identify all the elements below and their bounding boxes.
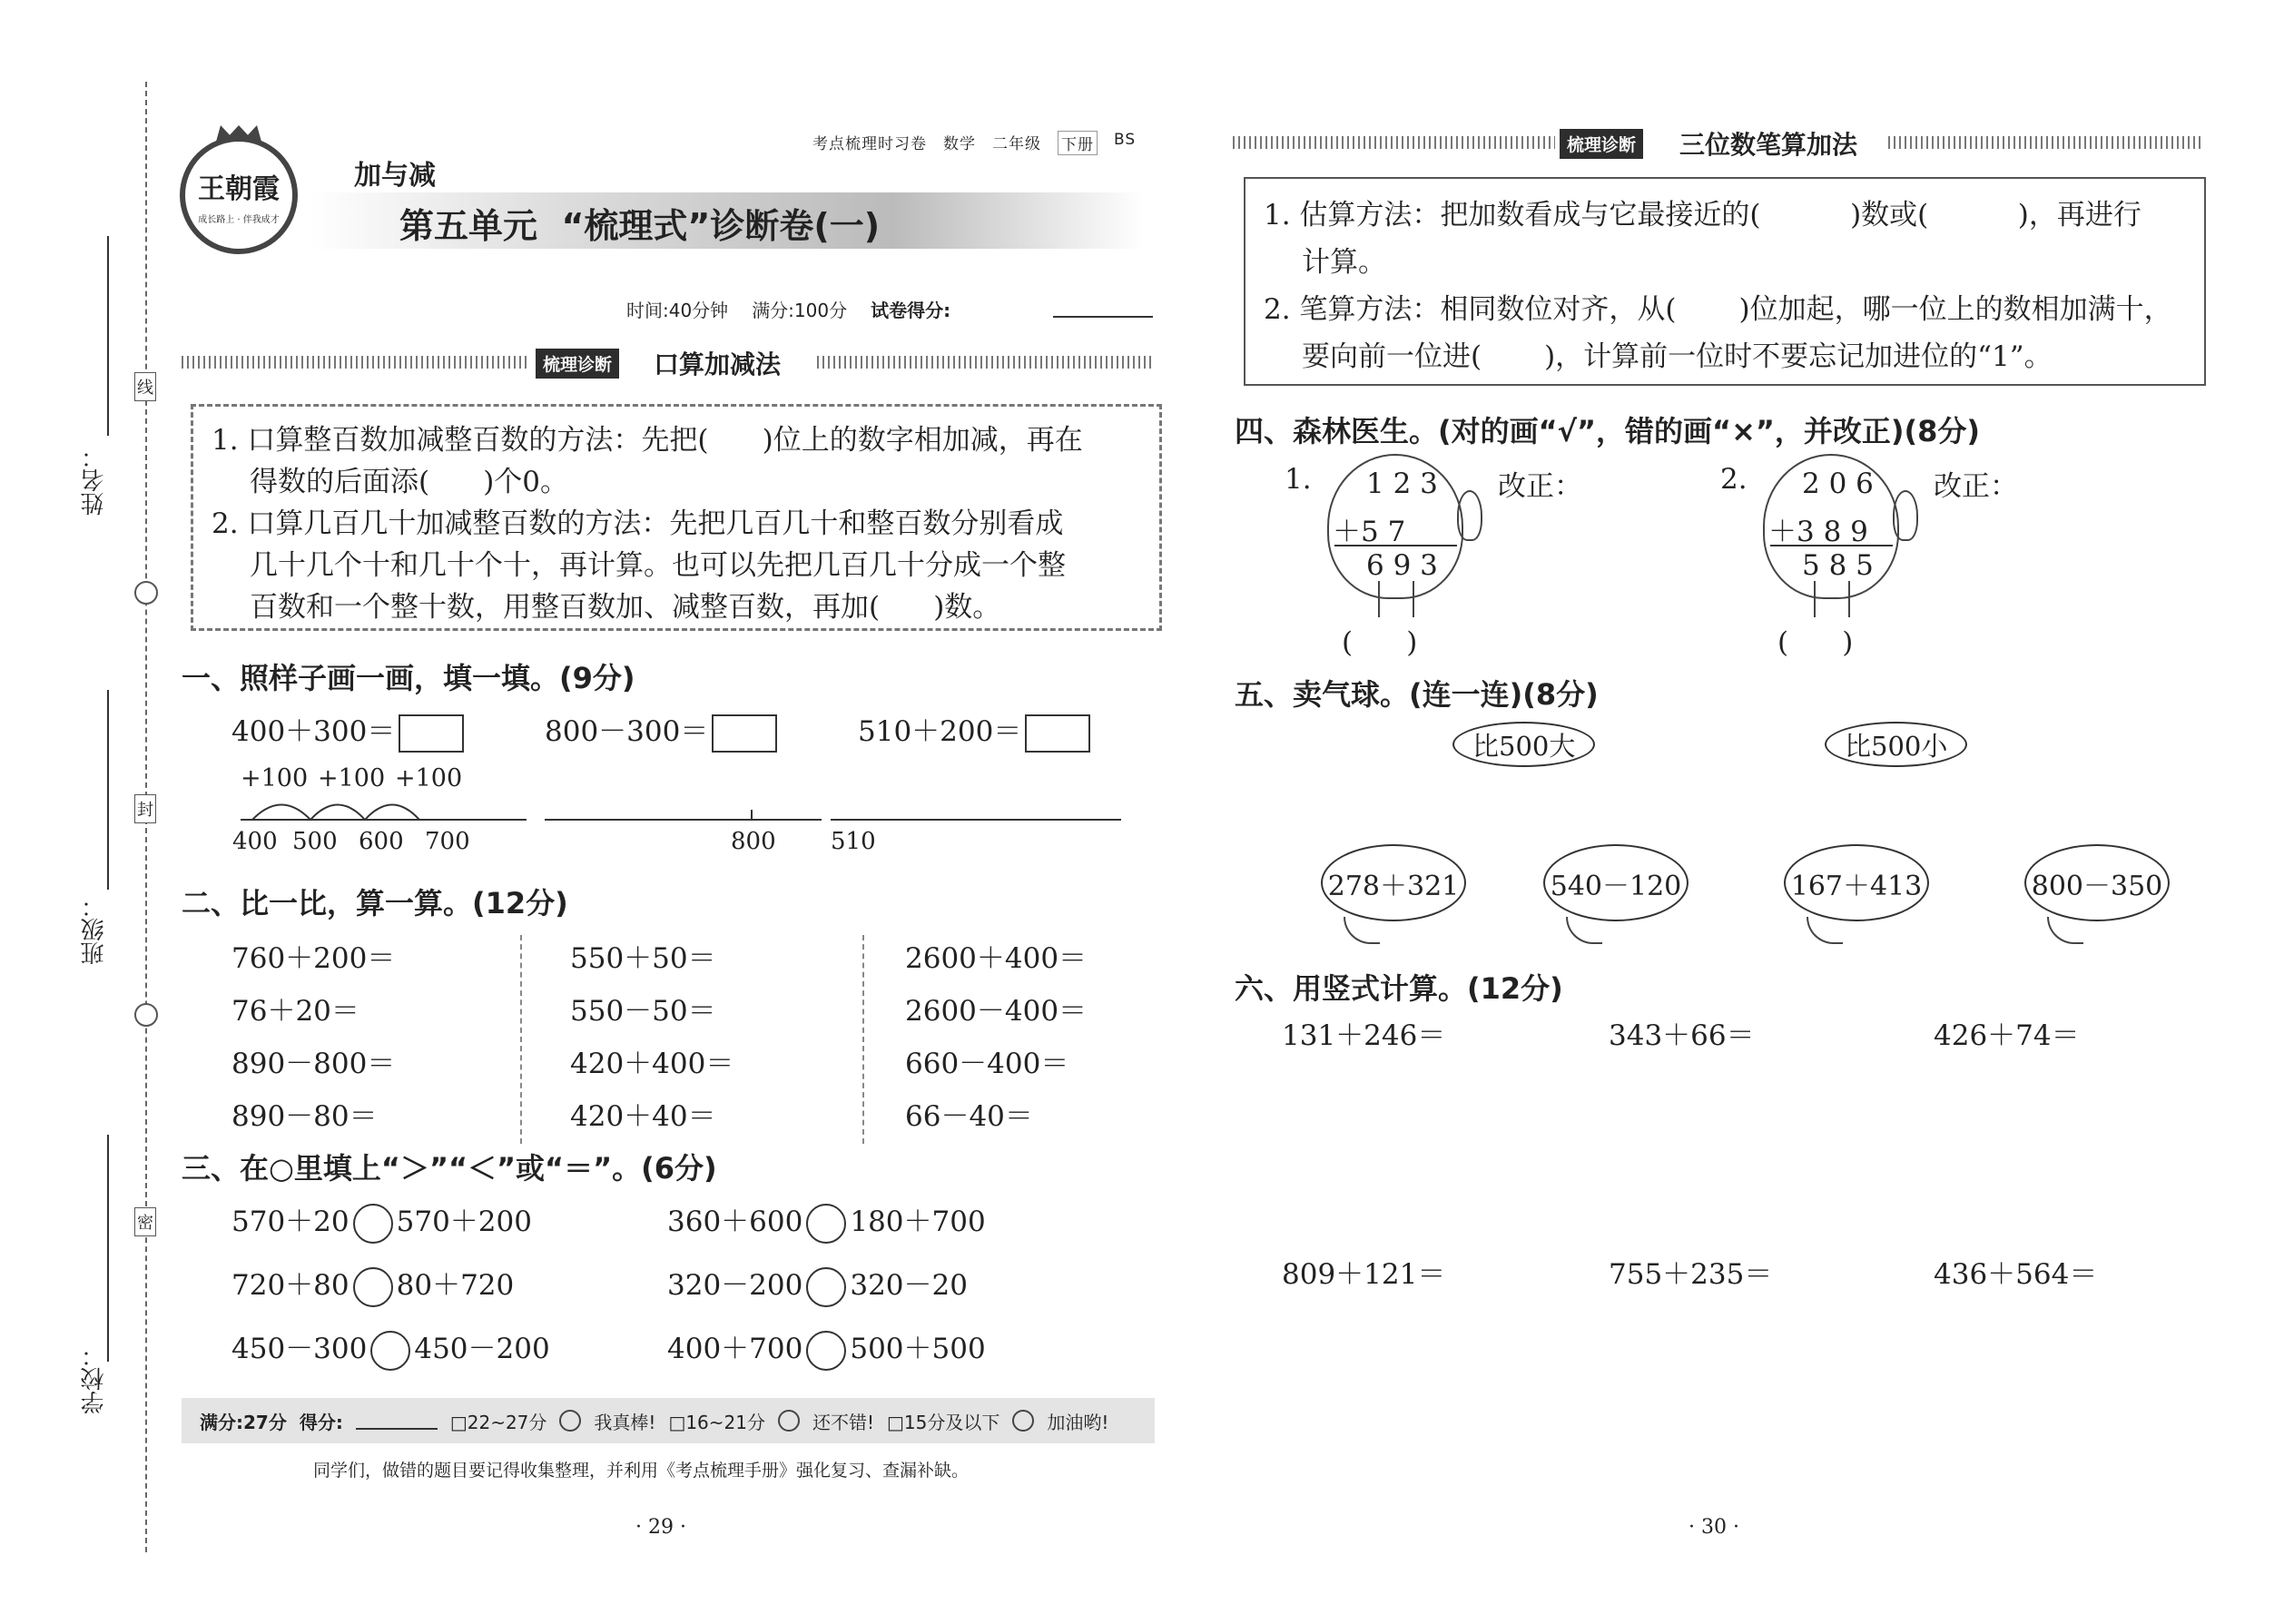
tree-trunk-icon bbox=[1814, 581, 1850, 617]
expression: 400＋300＝ bbox=[231, 715, 396, 748]
answer-box[interactable] bbox=[712, 714, 777, 753]
balloon-string bbox=[1344, 917, 1380, 944]
tick-label: 400 bbox=[232, 828, 278, 855]
review-item bbox=[212, 419, 1141, 503]
balloon[interactable]: 540－120 bbox=[1543, 844, 1689, 921]
grade: 二年级 bbox=[992, 135, 1041, 153]
vertical-calc: 131＋246＝ bbox=[1282, 1019, 1446, 1052]
answer-box[interactable] bbox=[399, 714, 464, 753]
section-topic: 三位数笔算加法 bbox=[1679, 130, 1858, 160]
review-line: 2. 口算几百几十加减整百数的方法：先把几百几十和整百数分别看成 bbox=[212, 507, 1064, 540]
left-expr: 570＋20 bbox=[231, 1206, 350, 1238]
judge-paren[interactable]: ( ) bbox=[1342, 626, 1418, 659]
q3-grid bbox=[231, 1198, 986, 1389]
score-blank bbox=[1053, 316, 1153, 318]
compare-circle[interactable] bbox=[370, 1331, 410, 1371]
hatch-left bbox=[1233, 136, 1555, 149]
scissors-icon bbox=[134, 581, 158, 605]
rating-text: 加油哟! bbox=[1047, 1411, 1109, 1433]
compare-row bbox=[231, 1198, 986, 1262]
addend-top: 2 0 6 bbox=[1802, 468, 1874, 500]
header-meta bbox=[812, 131, 1136, 155]
addend-top: 1 2 3 bbox=[1366, 468, 1438, 500]
expression: 510＋200＝ bbox=[858, 715, 1022, 748]
right-expr: 500＋500 bbox=[850, 1333, 986, 1365]
score-blank bbox=[356, 1412, 438, 1430]
review-item bbox=[1264, 286, 2186, 380]
section-topic: 口算加减法 bbox=[654, 349, 782, 379]
tick-label: 600 bbox=[359, 828, 404, 855]
problem: 66－40＝ bbox=[905, 1100, 1033, 1133]
full-score: 满分:100分 bbox=[752, 300, 848, 321]
addend-bottom: ＋3 8 9 bbox=[1768, 516, 1868, 548]
problem: 760＋200＝ bbox=[231, 942, 396, 975]
balloon-string bbox=[2047, 917, 2083, 944]
balloon[interactable]: 800－350 bbox=[2024, 844, 2170, 921]
smile-icon bbox=[559, 1410, 581, 1432]
left-expr: 360＋600 bbox=[667, 1206, 803, 1238]
review-line: 2. 笔算方法：相同数位对齐，从( )位加起，哪一位上的数相加满十， bbox=[1264, 293, 2172, 326]
crown-icon bbox=[216, 125, 261, 142]
review-line: 几十几个十和几十个十，再计算。也可以先把几百几十分成一个整 bbox=[250, 549, 1066, 582]
tick bbox=[751, 810, 753, 819]
problem: 420＋400＝ bbox=[570, 1048, 734, 1080]
target-label-greater[interactable]: 比500大 bbox=[1452, 722, 1595, 767]
name-label: 姓名： bbox=[81, 445, 108, 516]
section-tag: 梳理诊断 bbox=[1560, 129, 1643, 159]
q2-title: 二、比一比，算一算。(12分) bbox=[182, 886, 568, 920]
section-score: 得分: bbox=[299, 1411, 343, 1433]
problem: 890－800＝ bbox=[231, 1048, 396, 1080]
compare-row bbox=[231, 1262, 986, 1325]
exam-info bbox=[626, 296, 950, 322]
rating-text: 还不错! bbox=[812, 1411, 875, 1433]
time-limit: 时间:40分钟 bbox=[626, 300, 729, 321]
vertical-calc: 436＋564＝ bbox=[1934, 1258, 2098, 1291]
column-divider bbox=[520, 935, 522, 1144]
review-item bbox=[212, 503, 1141, 628]
tick-label: 800 bbox=[731, 828, 776, 855]
problem: 2600－400＝ bbox=[905, 995, 1088, 1028]
series-name: 考点梳理时习卷 bbox=[812, 135, 927, 153]
score-label: 试卷得分: bbox=[871, 300, 951, 321]
number-line bbox=[545, 819, 822, 821]
target-label-less[interactable]: 比500小 bbox=[1825, 722, 1967, 767]
right-expr: 180＋700 bbox=[850, 1206, 986, 1238]
q5-title: 五、卖气球。(连一连)(8分) bbox=[1235, 677, 1599, 712]
tick-label: 700 bbox=[425, 828, 470, 855]
brand-tagline: 成长路上 · 伴我成才 bbox=[198, 214, 280, 225]
balloon[interactable]: 278＋321 bbox=[1321, 844, 1466, 921]
problem: 420＋40＝ bbox=[570, 1100, 716, 1133]
smile-icon bbox=[778, 1410, 800, 1432]
problem: 550－50＝ bbox=[570, 995, 716, 1028]
right-expr: 320－20 bbox=[850, 1269, 968, 1302]
bird-icon bbox=[1893, 490, 1918, 541]
brand-logo bbox=[180, 136, 298, 254]
item-number: 2. bbox=[1720, 463, 1748, 496]
page-number-left: · 29 · bbox=[635, 1516, 686, 1539]
vertical-calc: 809＋121＝ bbox=[1282, 1258, 1446, 1291]
review-line: 百数和一个整十数，用整百数加、减整百数，再加( )数。 bbox=[250, 591, 1001, 624]
compare-circle[interactable] bbox=[806, 1267, 846, 1307]
binding-mark-secret: 密 bbox=[134, 1207, 156, 1236]
review-line: 要向前一位进( )，计算前一位时不要忘记加进位的“1”。 bbox=[1302, 340, 2053, 373]
sum-line bbox=[1770, 545, 1893, 546]
right-expr: 450－200 bbox=[414, 1333, 550, 1365]
column-divider bbox=[862, 935, 864, 1144]
sum-line bbox=[1334, 545, 1457, 546]
compare-row bbox=[231, 1325, 986, 1389]
smile-icon bbox=[1012, 1410, 1034, 1432]
problem: 660－400＝ bbox=[905, 1048, 1069, 1080]
school-label: 学校： bbox=[81, 1343, 108, 1414]
subject: 数学 bbox=[943, 135, 976, 153]
answer-box[interactable] bbox=[1025, 714, 1090, 753]
q2-column bbox=[570, 935, 733, 1146]
jump-label: +100 bbox=[395, 764, 463, 792]
sum-result: 5 8 5 bbox=[1802, 549, 1874, 582]
review-line: 得数的后面添( )个0。 bbox=[250, 466, 569, 498]
hatch-right bbox=[817, 356, 1153, 369]
judge-paren[interactable]: ( ) bbox=[1777, 626, 1854, 659]
rating-range: □22~27分 bbox=[449, 1411, 547, 1433]
balloon-string bbox=[1807, 917, 1843, 944]
balloon[interactable]: 167＋413 bbox=[1784, 844, 1929, 921]
review-line: 1. 估算方法：把加数看成与它最接近的( )数或( )，再进行 bbox=[1264, 199, 2141, 231]
number-line bbox=[831, 819, 1121, 821]
right-expr: 80＋720 bbox=[396, 1269, 515, 1302]
vertical-calc: 343＋66＝ bbox=[1609, 1019, 1755, 1052]
fix-label: 改正： bbox=[1934, 470, 2018, 503]
right-expr: 570＋200 bbox=[396, 1206, 532, 1238]
compare-circle[interactable] bbox=[806, 1204, 846, 1244]
name-blank bbox=[107, 236, 109, 436]
review-line: 计算。 bbox=[1302, 246, 1386, 279]
problem: 76＋20＝ bbox=[231, 995, 359, 1028]
review-box bbox=[191, 404, 1162, 631]
tick-label: 500 bbox=[292, 828, 338, 855]
bird-icon bbox=[1457, 490, 1482, 541]
review-item bbox=[1264, 192, 2186, 286]
hatch-left bbox=[182, 356, 527, 369]
tick-label: 510 bbox=[831, 828, 876, 855]
page-title: 第五单元 “梳理式”诊断卷(一) bbox=[399, 206, 881, 246]
rating-range: □16~21分 bbox=[668, 1411, 765, 1433]
section-tag: 梳理诊断 bbox=[536, 349, 619, 379]
topic-label: 加与减 bbox=[354, 160, 436, 192]
review-note: 同学们，做错的题目要记得收集整理，并利用《考点梳理手册》强化复习、查漏补缺。 bbox=[313, 1461, 970, 1481]
score-bar bbox=[182, 1398, 1155, 1443]
left-expr: 400＋700 bbox=[667, 1333, 803, 1365]
school-blank bbox=[107, 1135, 109, 1362]
left-expr: 720＋80 bbox=[231, 1269, 350, 1302]
q3-title: 三、在○里填上“＞”“＜”或“＝”。(6分) bbox=[182, 1151, 717, 1186]
expression: 800－300＝ bbox=[545, 715, 709, 748]
review-line: 1. 口算整百数加减整百数的方法：先把( )位上的数字相加减，再在 bbox=[212, 424, 1083, 457]
q6-title: 六、用竖式计算。(12分) bbox=[1235, 971, 1563, 1006]
fix-label: 改正： bbox=[1498, 470, 1582, 503]
brand-name: 王朝霞 bbox=[198, 172, 280, 205]
balloon-string bbox=[1566, 917, 1602, 944]
q1-expr bbox=[231, 708, 464, 753]
rating-range: □15分及以下 bbox=[887, 1411, 1000, 1433]
jump-label: +100 bbox=[318, 764, 386, 792]
q4-title: 四、森林医生。(对的画“√”，错的画“×”，并改正)(8分) bbox=[1235, 414, 1981, 448]
section-full: 满分:27分 bbox=[200, 1411, 287, 1433]
scissors-icon bbox=[134, 1003, 158, 1027]
left-expr: 450－300 bbox=[231, 1333, 368, 1365]
review-box bbox=[1244, 177, 2206, 386]
compare-circle[interactable] bbox=[353, 1267, 393, 1307]
jump-label: +100 bbox=[241, 764, 309, 792]
addend-bottom: ＋5 7 bbox=[1333, 516, 1406, 548]
q1-expr bbox=[858, 708, 1090, 753]
tree-trunk-icon bbox=[1378, 581, 1414, 617]
vertical-calc: 426＋74＝ bbox=[1934, 1019, 2080, 1052]
q2-column bbox=[905, 935, 1087, 1146]
vertical-calc: 755＋235＝ bbox=[1609, 1258, 1773, 1291]
compare-circle[interactable] bbox=[353, 1204, 393, 1244]
class-blank bbox=[107, 690, 109, 890]
hatch-right bbox=[1888, 136, 2201, 149]
volume: 下册 bbox=[1058, 131, 1098, 155]
compare-circle[interactable] bbox=[806, 1331, 846, 1371]
page-number-right: · 30 · bbox=[1689, 1516, 1739, 1539]
problem: 890－80＝ bbox=[231, 1100, 378, 1133]
class-label: 班级： bbox=[81, 894, 108, 965]
left-expr: 320－200 bbox=[667, 1269, 803, 1302]
sum-result: 6 9 3 bbox=[1366, 549, 1438, 582]
q1-expr bbox=[545, 708, 777, 753]
binding-mark-line: 线 bbox=[134, 372, 156, 401]
rating-text: 我真棒! bbox=[594, 1411, 656, 1433]
q1-title: 一、照样子画一画，填一填。(9分) bbox=[182, 661, 635, 695]
problem: 550＋50＝ bbox=[570, 942, 716, 975]
edition: BS bbox=[1114, 131, 1137, 149]
problem: 2600＋400＝ bbox=[905, 942, 1088, 975]
binding-mark-seal: 封 bbox=[134, 794, 156, 823]
item-number: 1. bbox=[1285, 463, 1312, 496]
q2-column bbox=[231, 935, 395, 1146]
